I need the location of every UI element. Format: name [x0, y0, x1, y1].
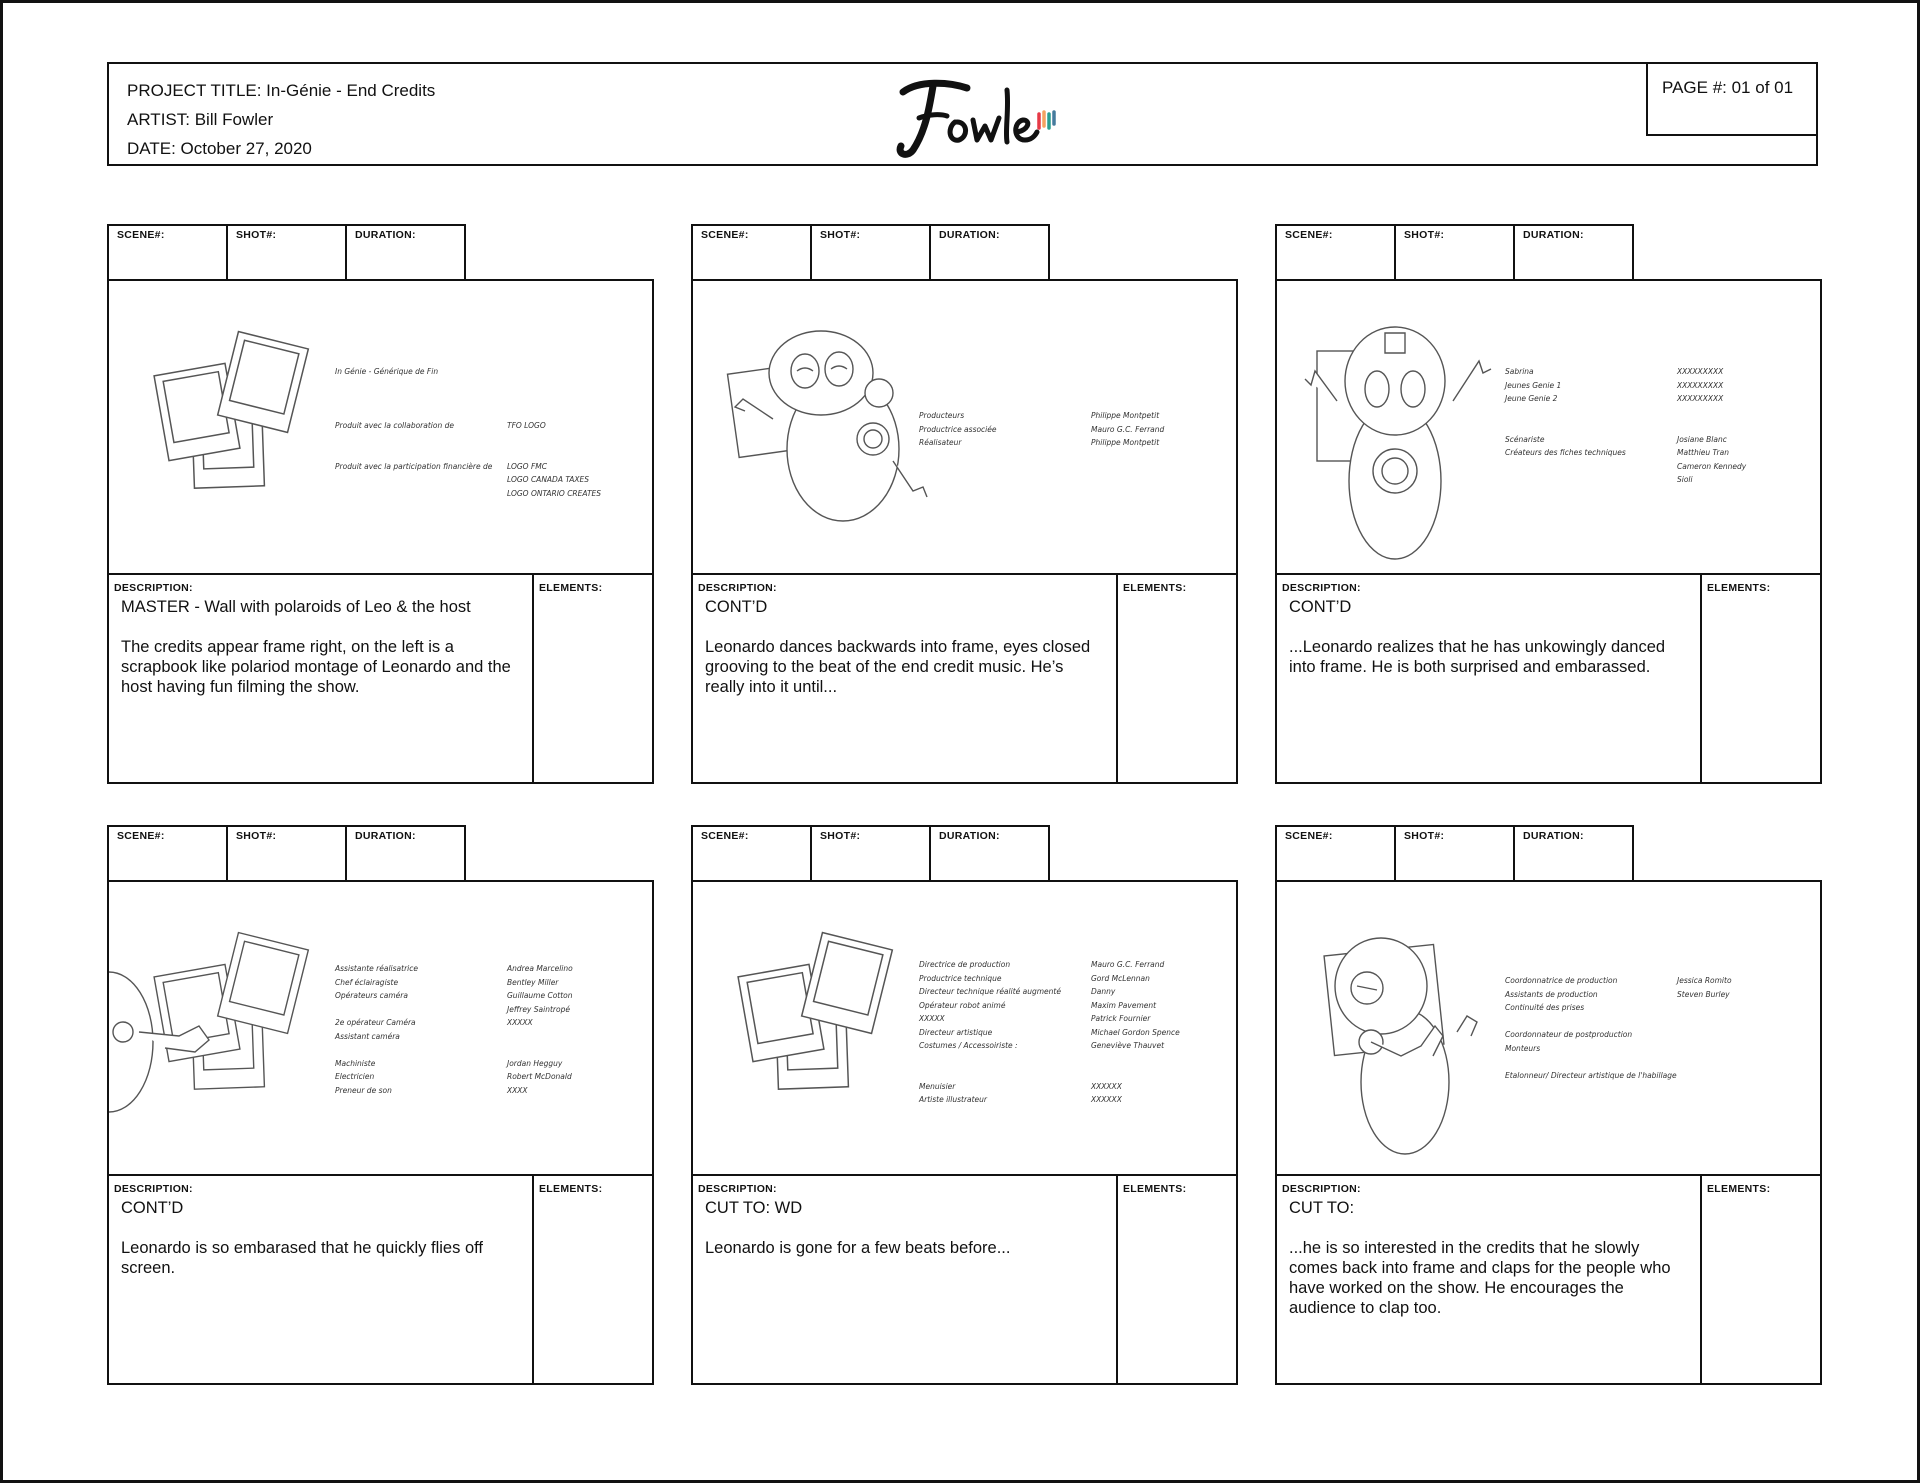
credit-line	[507, 406, 601, 420]
description-title: CONT’D	[1289, 598, 1352, 616]
description-body: ...he is so interested in the credits that he slowly comes back into frame and claps for the people who have worked on the show. He encourages the audience to clap too.	[1289, 1239, 1671, 1317]
description-label: DESCRIPTION:	[114, 582, 193, 594]
duration-field[interactable]: DURATION:	[345, 825, 466, 882]
credit-line: XXXX	[507, 1085, 528, 1095]
panel-tabs	[107, 224, 464, 281]
elements-label: ELEMENTS:	[1707, 582, 1771, 594]
credit-line	[507, 365, 601, 379]
credit-line: XXXXXXXXX	[1677, 367, 1724, 376]
credit-line: Opérateur robot animé	[919, 1000, 1006, 1010]
elements-label: ELEMENTS:	[539, 1183, 603, 1195]
credit-line: Danny	[1091, 987, 1116, 996]
elements-label: ELEMENTS:	[539, 582, 603, 594]
credit-line: Sioli	[1677, 475, 1693, 484]
credit-line: Produit avec la participation financière de	[335, 461, 493, 471]
storyboard-panel-5	[691, 825, 1238, 1385]
elements-box[interactable]	[1702, 1176, 1820, 1383]
credit-line	[1505, 1015, 1677, 1029]
credit-line: Etalonneur/ Directeur artistique de l'habillage	[1505, 1070, 1677, 1080]
scene-field[interactable]: SCENE#:	[1275, 825, 1396, 882]
credit-line	[335, 1043, 418, 1057]
storyboard-header	[107, 62, 1818, 166]
description-box[interactable]	[693, 575, 1118, 782]
description-title: MASTER - Wall with polaroids of Leo & the host	[121, 598, 471, 616]
credit-line: Matthieu Tran	[1677, 448, 1729, 457]
description-body: Leonardo is gone for a few beats before...	[705, 1239, 1011, 1257]
duration-field[interactable]: DURATION:	[929, 224, 1050, 281]
scene-field[interactable]: SCENE#:	[107, 224, 228, 281]
credit-line: Michael Gordon Spence	[1091, 1027, 1180, 1037]
credit-line: Scénariste	[1505, 434, 1545, 444]
credit-line: Josiane Blanc	[1677, 434, 1727, 444]
credit-line: Machiniste	[335, 1058, 376, 1068]
credit-line	[335, 433, 492, 447]
credits-right-column	[1677, 974, 1732, 1001]
credit-line: Directeur artistique	[919, 1027, 993, 1037]
credit-line: Mauro G.C. Ferrand	[1091, 424, 1165, 434]
artist-name: ARTIST: Bill Fowler	[127, 110, 274, 129]
description-body: Leonardo dances backwards into frame, eyes closed grooving to the beat of the end credit music. He’s really into it until...	[705, 638, 1091, 696]
credit-line: XXXXXX	[1091, 1095, 1122, 1104]
description-label: DESCRIPTION:	[698, 582, 777, 594]
credit-line: XXXXX	[507, 1018, 533, 1027]
scene-field[interactable]: SCENE#:	[1275, 224, 1396, 281]
credits-right-column	[507, 365, 601, 500]
scene-field[interactable]: SCENE#:	[691, 224, 812, 281]
shot-field[interactable]: SHOT#:	[1394, 224, 1515, 281]
credit-line: 2e opérateur Caméra	[335, 1018, 416, 1027]
shot-field[interactable]: SHOT#:	[226, 224, 347, 281]
credit-line	[1091, 1053, 1180, 1067]
panel-tabs	[107, 825, 464, 882]
storyboard-panel-3	[1275, 224, 1822, 784]
page-number: PAGE #: 01 of 01	[1662, 78, 1794, 97]
credit-line	[507, 1030, 573, 1044]
description-title: CUT TO: WD	[705, 1199, 803, 1217]
credit-line: Continuité des prises	[1505, 1003, 1585, 1012]
description-title: CUT TO:	[1289, 1199, 1355, 1217]
duration-field[interactable]: DURATION:	[345, 224, 466, 281]
credit-line: Sabrina	[1505, 367, 1534, 376]
credit-line	[335, 1003, 418, 1017]
credit-line: Mauro G.C. Ferrand	[1091, 960, 1165, 969]
duration-field[interactable]: DURATION:	[1513, 825, 1634, 882]
credit-line: LOGO CANADA TAXES	[507, 475, 590, 484]
credit-line: Opérateurs caméra	[335, 991, 408, 1000]
credit-line: LOGO FMC	[507, 461, 547, 471]
storyboard-panel-4	[107, 825, 654, 1385]
credit-line: Jordan Hegguy	[507, 1058, 563, 1068]
credit-line: Coordonnateur de postproduction	[1505, 1030, 1633, 1039]
panel-notes	[1275, 1174, 1822, 1385]
credit-line: XXXXXX	[1091, 1081, 1122, 1091]
credit-line	[919, 1066, 1061, 1080]
credit-line: Réalisateur	[919, 438, 962, 447]
credit-line	[1505, 1055, 1677, 1069]
credit-line: Directrice de production	[919, 960, 1011, 969]
credit-line	[919, 1053, 1061, 1067]
credit-line: In Génie - Générique de Fin	[335, 367, 439, 376]
credits-left-column	[1505, 974, 1677, 1082]
description-box[interactable]	[109, 1176, 534, 1383]
credit-line	[1677, 406, 1746, 420]
credit-line: Jeunes Genie 1	[1505, 380, 1562, 390]
panel-frame	[107, 880, 654, 1176]
credit-line: Steven Burley	[1677, 989, 1730, 999]
shot-field[interactable]: SHOT#:	[1394, 825, 1515, 882]
elements-box[interactable]	[534, 1176, 652, 1383]
credit-line	[335, 392, 492, 406]
shot-field[interactable]: SHOT#:	[226, 825, 347, 882]
credit-line: Chef éclairagiste	[335, 977, 399, 987]
description-label: DESCRIPTION:	[1282, 582, 1361, 594]
credit-line	[335, 379, 492, 393]
credit-line: Geneviève Thauvet	[1091, 1041, 1165, 1050]
panel-tabs	[691, 825, 1048, 882]
panel-frame	[691, 279, 1238, 575]
credit-line: Artiste illustrateur	[919, 1095, 988, 1104]
elements-box[interactable]	[534, 575, 652, 782]
panel-notes	[107, 1174, 654, 1385]
elements-box[interactable]	[1118, 1176, 1236, 1383]
credit-line: Andrea Marcelino	[507, 964, 573, 973]
credit-line: Guillaume Cotton	[507, 991, 573, 1000]
elements-box[interactable]	[1702, 575, 1820, 782]
credit-line: Electricien	[335, 1072, 375, 1081]
credit-line: XXXXXXXXX	[1677, 394, 1724, 403]
credit-line: Costumes / Accessoiriste :	[919, 1041, 1018, 1050]
credit-line	[1505, 406, 1626, 420]
credits-left-column	[335, 962, 418, 1097]
credit-line: Assistants de production	[1505, 989, 1598, 999]
credit-line	[1677, 419, 1746, 433]
credits-left-column	[335, 365, 492, 473]
elements-label: ELEMENTS:	[1123, 1183, 1187, 1195]
credit-line	[335, 446, 492, 460]
description-title: CONT’D	[705, 598, 768, 616]
credit-line: Cameron Kennedy	[1677, 461, 1747, 471]
credit-line: Jeffrey Saintropé	[507, 1004, 570, 1014]
panel-frame	[107, 279, 654, 575]
credit-line: LOGO ONTARIO CREATES	[507, 488, 602, 498]
credit-line: Preneur de son	[335, 1085, 392, 1095]
scene-field[interactable]: SCENE#:	[691, 825, 812, 882]
credit-line	[507, 1043, 573, 1057]
credits-right-column	[1091, 958, 1180, 1107]
description-label: DESCRIPTION:	[114, 1183, 193, 1195]
page-number-box	[1646, 62, 1818, 136]
credits-left-column	[1505, 365, 1626, 460]
credit-line: Jessica Romito	[1677, 976, 1732, 985]
description-label: DESCRIPTION:	[698, 1183, 777, 1195]
credit-line	[335, 406, 492, 420]
description-box[interactable]	[109, 575, 534, 782]
credits-right-column	[1091, 409, 1164, 450]
credits-left-column	[919, 409, 997, 450]
credit-line: Monteurs	[1505, 1043, 1541, 1053]
elements-label: ELEMENTS:	[1707, 1183, 1771, 1195]
credit-line: Producteurs	[919, 411, 965, 420]
panel-notes	[107, 573, 654, 784]
description-title: CONT’D	[121, 1199, 184, 1217]
storyboard-panel-1	[107, 224, 654, 784]
panel-tabs	[1275, 825, 1632, 882]
panel-notes	[691, 573, 1238, 784]
panel-notes	[1275, 573, 1822, 784]
panel-frame	[691, 880, 1238, 1176]
elements-box[interactable]	[1118, 575, 1236, 782]
description-body: Leonardo is so embarased that he quickly flies off screen.	[121, 1239, 483, 1277]
credit-line	[507, 379, 601, 393]
duration-field[interactable]: DURATION:	[929, 825, 1050, 882]
description-body: ...Leonardo realizes that he has unkowingly danced into frame. He is both surprised and embarassed.	[1289, 638, 1666, 676]
credit-line	[507, 392, 601, 406]
duration-field[interactable]: DURATION:	[1513, 224, 1634, 281]
credits-right-column	[1677, 365, 1746, 487]
credit-line	[507, 446, 601, 460]
credit-line: Produit avec la collaboration de	[335, 421, 454, 430]
header-date: DATE: October 27, 2020	[127, 139, 312, 158]
credit-line: Gord McLennan	[1091, 973, 1150, 983]
panel-frame	[1275, 279, 1822, 575]
credit-line: Menuisier	[919, 1081, 956, 1091]
credit-line: TFO LOGO	[507, 421, 546, 430]
credits-right-column	[507, 962, 573, 1097]
elements-label: ELEMENTS:	[1123, 582, 1187, 594]
shot-field[interactable]: SHOT#:	[810, 825, 931, 882]
storyboard-panel-6	[1275, 825, 1822, 1385]
credit-line: Assistant caméra	[335, 1031, 400, 1041]
description-box[interactable]	[693, 1176, 1118, 1383]
description-body: The credits appear frame right, on the left is a scrapbook like polariod montage of Leonardo and the host having fun filming the show.	[121, 638, 511, 696]
credit-line: Patrick Fournier	[1091, 1014, 1151, 1023]
credit-line: Philippe Montpetit	[1091, 438, 1160, 447]
shot-field[interactable]: SHOT#:	[810, 224, 931, 281]
description-box[interactable]	[1277, 575, 1702, 782]
header-info	[127, 76, 435, 163]
credit-line: Assistante réalisatrice	[335, 964, 418, 973]
description-label: DESCRIPTION:	[1282, 1183, 1361, 1195]
credit-line: Productrice associée	[919, 424, 997, 434]
panel-tabs	[691, 224, 1048, 281]
credit-line: Robert McDonald	[507, 1072, 572, 1081]
credit-line: Philippe Montpetit	[1091, 411, 1160, 420]
credits-left-column	[919, 958, 1061, 1107]
credit-line: XXXXXXXXX	[1677, 380, 1724, 390]
credit-line: Jeune Genie 2	[1505, 394, 1558, 403]
credit-line: Directeur technique réalité augmenté	[919, 987, 1061, 996]
scene-field[interactable]: SCENE#:	[107, 825, 228, 882]
credit-line: Coordonnatrice de production	[1505, 976, 1618, 985]
project-title: PROJECT TITLE: In-Génie - End Credits	[127, 81, 436, 100]
panel-frame	[1275, 880, 1822, 1176]
credit-line: Créateurs des fiches techniques	[1505, 448, 1626, 457]
credit-line	[1091, 1066, 1180, 1080]
credit-line: XXXXX	[919, 1014, 945, 1023]
description-box[interactable]	[1277, 1176, 1702, 1383]
credit-line	[507, 433, 601, 447]
credit-line: Productrice technique	[919, 973, 1002, 983]
storyboard-panel-2	[691, 224, 1238, 784]
credit-line: Maxim Pavement	[1091, 1000, 1157, 1010]
credit-line: Bentley Miller	[507, 977, 559, 987]
credit-line	[1505, 419, 1626, 433]
panel-tabs	[1275, 224, 1632, 281]
panel-notes	[691, 1174, 1238, 1385]
fowler-logo-icon	[889, 70, 1059, 162]
